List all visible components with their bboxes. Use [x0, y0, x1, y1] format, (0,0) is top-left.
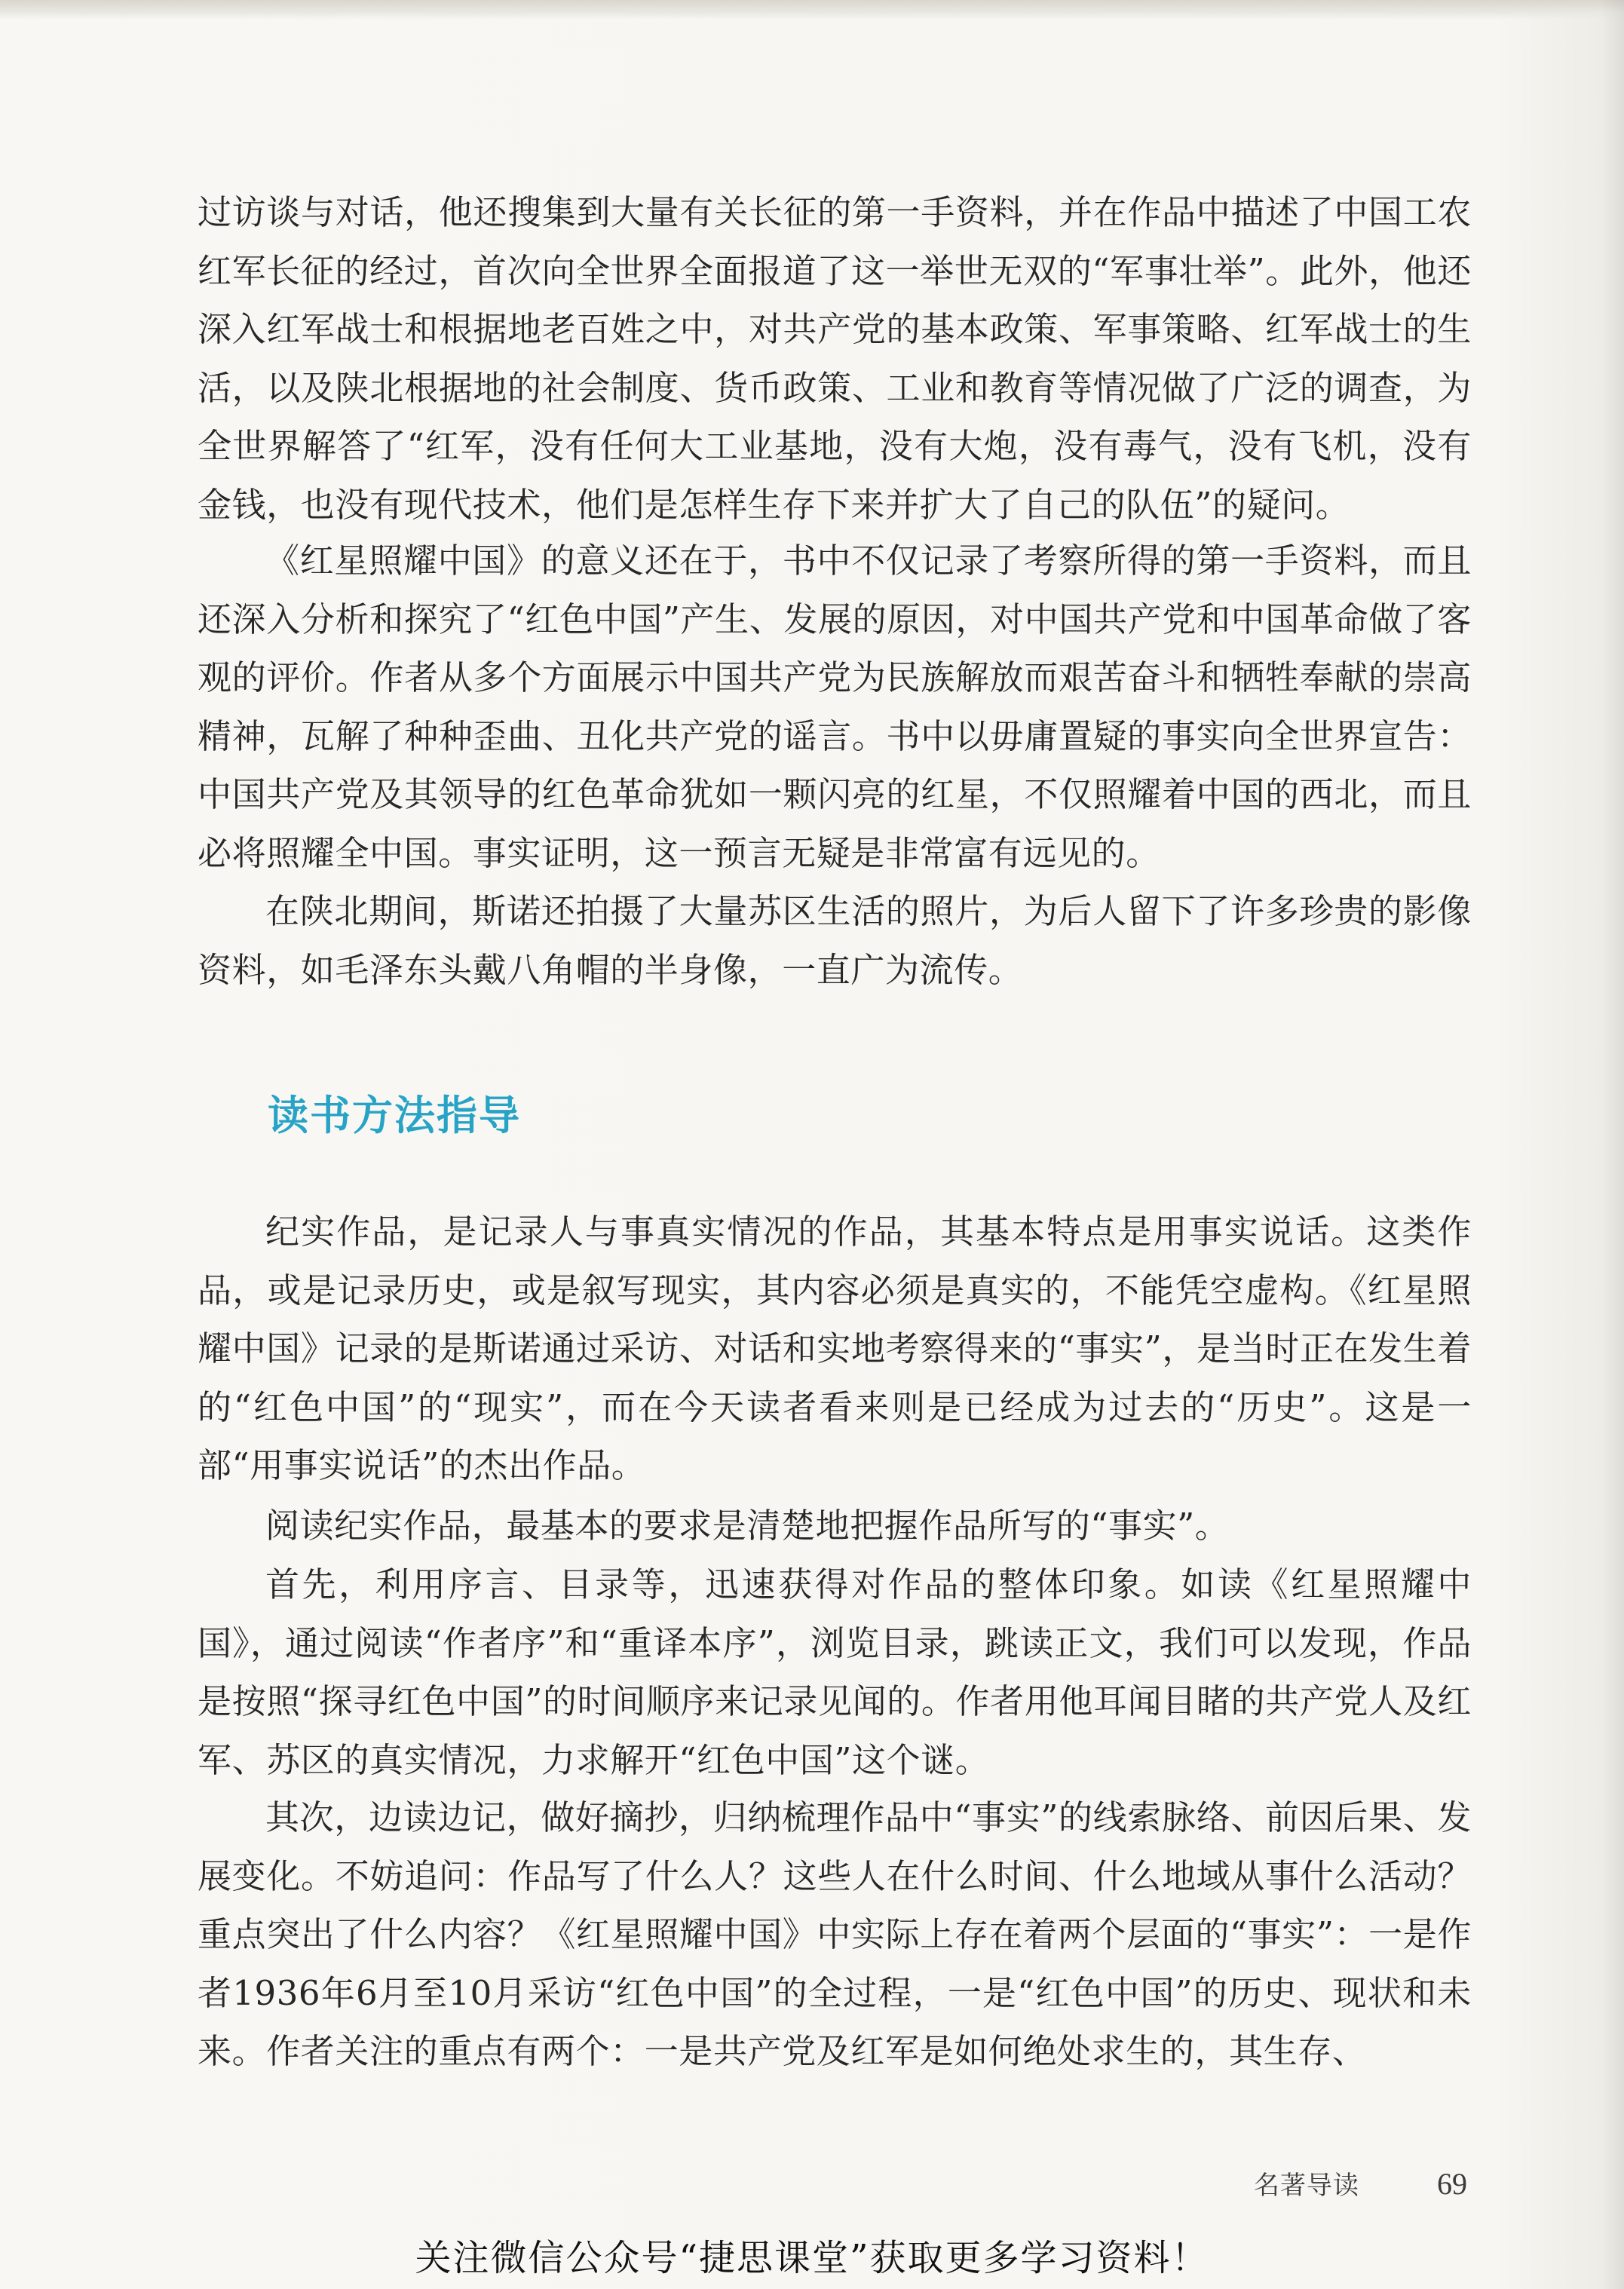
body-paragraph: 《红星照耀中国》的意义还在于，书中不仅记录了考察所得的第一手资料，而且还深入分析和探究了“红色中国”产生、发展的原因，对中国共产党和中国革命做了客观的评价。作者从多个方面展示中国共产党为民族解放而艰苦奋斗和牺牲奉献的崇高精神，瓦解了种种歪曲、丑化共产党的谣言。书中以毋庸置疑的事实向全世界宣告：中国共产党及其领导的红色革命犹如一颗闪亮的红星，不仅照耀着中国的西北，而且必将照耀全中国。事实证明，这一预言无疑是非常富有远见的。	[198, 541, 1472, 873]
body-paragraph: 过访谈与对话，他还搜集到大量有关长征的第一手资料，并在作品中描述了中国工农红军长征的经过，首次向全世界全面报道了这一举世无双的“军事壮举”。此外，他还深入红军战士和根据地老百姓之中，对共产党的基本政策、军事策略、红军战士的生活，以及陕北根据地的社会制度、货币政策、工业和教育等情况做了广泛的调查，为全世界解答了“红军，没有任何大工业基地，没有大炮，没有毒气，没有飞机，没有金钱，也没有现代技术，他们是怎样生存下来并扩大了自己的队伍”的疑问。	[198, 192, 1472, 525]
binding-shadow	[1601, 0, 1624, 2289]
scan-top-edge	[0, 0, 1624, 20]
footer-label: 名著导读	[1254, 2171, 1359, 2201]
body-paragraph: 在陕北期间，斯诺还拍摄了大量苏区生活的照片，为后人留下了许多珍贵的影像资料，如毛泽东头戴八角帽的半身像，一直广为流传。	[198, 891, 1472, 990]
section-paragraph: 纪实作品，是记录人与事真实情况的作品，其基本特点是用事实说话。这类作品，或是记录历史，或是叙写现实，其内容必须是真实的，不能凭空虚构。《红星照耀中国》记录的是斯诺通过采访、对话和实地考察得来的“事实”，是当时正在发生着的“红色中国”的“现实”，而在今天读者看来则是已经成为过去的“历史”。这是一部“用事实说话”的杰出作品。	[198, 1212, 1472, 1485]
watermark-text: 关注微信公众号“捷思课堂”获取更多学习资料！	[415, 2237, 1209, 2279]
section-paragraph: 首先，利用序言、目录等，迅速获得对作品的整体印象。如读《红星照耀中国》，通过阅读“作者序”和“重译本序”，浏览目录，跳读正文，我们可以发现，作品是按照“探寻红色中国”的时间顺序来记录见闻的。作者用他耳闻目睹的共产党人及红军、苏区的真实情况，力求解开“红色中国”这个谜。	[198, 1564, 1472, 1780]
section-heading: 读书方法指导	[268, 1092, 521, 1139]
section-paragraph: 其次，边读边记，做好摘抄，归纳梳理作品中“事实”的线索脉络、前因后果、发展变化。不妨追问：作品写了什么人？这些人在什么时间、什么地域从事什么活动？重点突出了什么内容？《红星照耀中国》中实际上存在着两个层面的“事实”：一是作者1936年6月至10月采访“红色中国”的全过程，一是“红色中国”的历史、现状和未来。作者关注的重点有两个：一是共产党及红军是如何绝处求生的，其生存、	[198, 1797, 1472, 2071]
page-number: 69	[1437, 2167, 1467, 2201]
section-paragraph: 阅读纪实作品，最基本的要求是清楚地把握作品所写的“事实”。	[265, 1506, 1230, 1546]
